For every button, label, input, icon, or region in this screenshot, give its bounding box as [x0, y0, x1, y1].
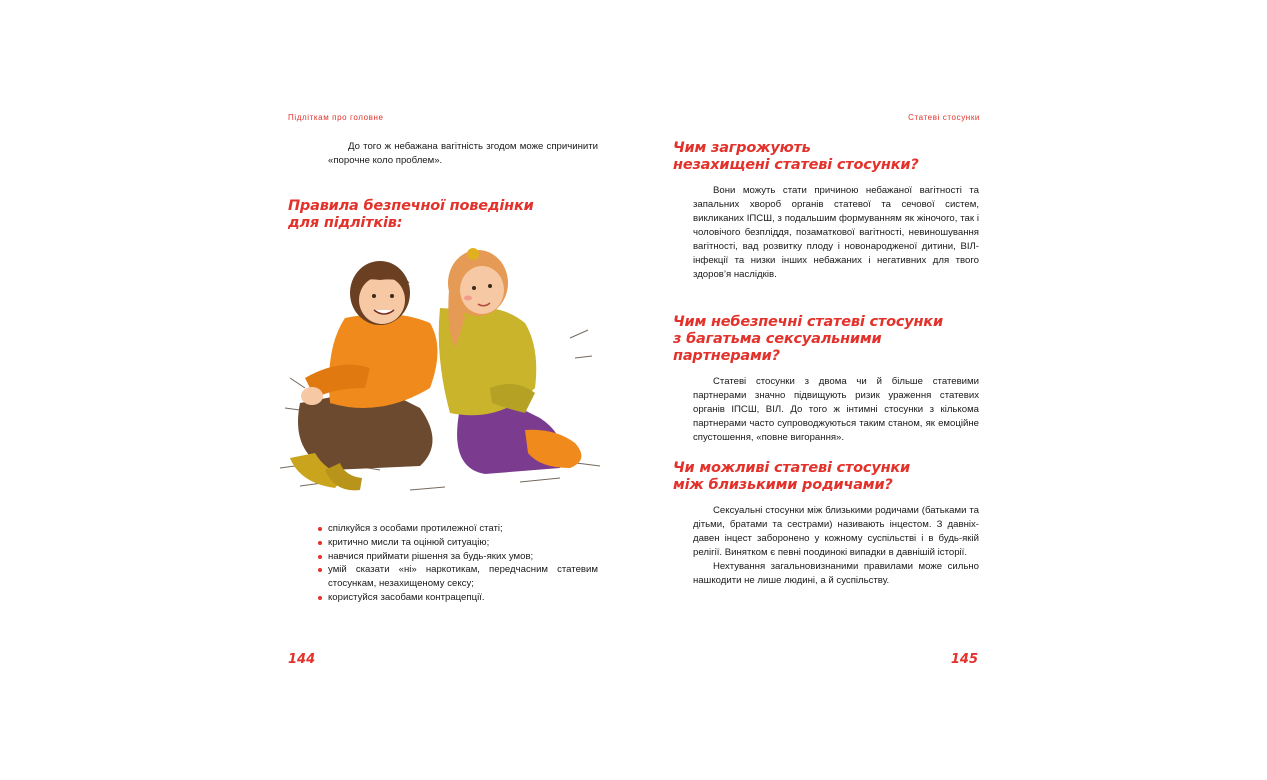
list-item: користуйся засобами контрацепції.	[328, 591, 598, 605]
page-number: 144	[288, 652, 316, 667]
intro-paragraph	[328, 140, 598, 168]
section-heading-line2: незахищені статеві стосунки?	[673, 157, 919, 173]
section-heading	[673, 314, 979, 365]
section-heading-line1: Чим загрожують	[673, 140, 811, 156]
paragraph: Статеві стосунки з двома чи й більше статевими партнерами значно підвищують ризик ураження статевих органів ІПСШ, ВІЛ. До того ж інтимні стосунки з кількома партнерами часто супроводжуються таким станом, як емоційне спустошення, «повне вигорання».	[693, 376, 979, 443]
section-body	[673, 184, 979, 282]
paragraph: Нехтування загальновизнаними правилами може сильно нашкодити не лише людині, а й суспільству.	[693, 561, 979, 586]
teens-illustration	[270, 238, 615, 503]
section-heading-line2: з багатьма сексуальними партнерами?	[673, 331, 882, 364]
list-item: навчися приймати рішення за будь-яких умов;	[328, 550, 598, 564]
paragraph: Вони можуть стати причиною небажаної вагітності та запальних хвороб органів статевої та сечової систем, викликаних ІПСШ, з подальшим формуванням як жіночого, так і чоловічого безпліддя, позаматкової вагітності, невиношування вагітності, вад розвитку плоду і новонародженої дитини, ВІЛ-інфекції та низки інших небажаних і негативних для твого здоров’я наслідків.	[693, 185, 979, 280]
section-relatives	[673, 460, 979, 588]
paragraph: Сексуальні стосунки між близькими родичами (батьками та дітьми, братами та сестрами) називають інцестом. З давніх-давен інцест заборонено у кожному суспільстві і в будь-якій релігії. Винятком є певні поодинокі випадки в давнішій історії.	[693, 505, 979, 558]
running-head: Підліткам про головне	[288, 113, 384, 122]
rules-heading-line2: для підлітків:	[288, 215, 403, 231]
left-page	[270, 0, 630, 780]
section-body	[673, 375, 979, 445]
right-page	[640, 0, 1000, 780]
list-item: умій сказати «ні» наркотикам, передчасним статевим стосункам, незахищеному сексу;	[328, 564, 598, 590]
page-number: 145	[950, 652, 978, 667]
rules-list	[328, 522, 598, 605]
girl-figure	[439, 248, 582, 474]
section-heading-line2: між близькими родичами?	[673, 477, 893, 493]
list-item: критично мисли та оцінюй ситуацію;	[328, 536, 598, 550]
rules-heading-line1: Правила безпечної поведінки	[288, 198, 534, 214]
section-heading	[673, 460, 979, 494]
section-unprotected	[673, 140, 979, 282]
section-heading-line1: Чи можливі статеві стосунки	[673, 460, 910, 476]
section-heading-line1: Чим небезпечні статеві стосунки	[673, 314, 943, 330]
list-item: спілкуйся з особами протилежної статі;	[328, 522, 598, 536]
boy-figure	[290, 261, 438, 490]
section-many-partners	[673, 314, 979, 445]
running-head: Статеві стосунки	[908, 113, 980, 122]
section-heading	[673, 140, 979, 174]
section-body	[673, 504, 979, 588]
intro-text: До того ж небажана вагітність згодом може спричинити «порочне коло проблем».	[328, 141, 598, 166]
rules-heading	[288, 198, 548, 232]
